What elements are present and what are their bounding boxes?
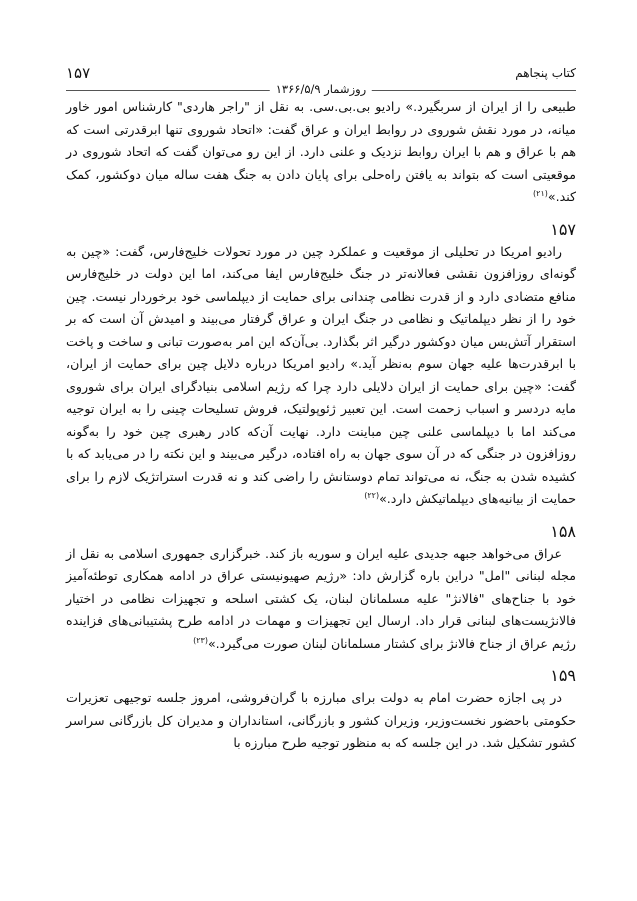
date-line: روزشمار ۱۳۶۶/۵/۹ [270, 82, 372, 96]
entry-number: ۱۵۹ [550, 666, 576, 685]
entry-paragraph [66, 687, 576, 755]
entry-number: ۱۵۷ [550, 219, 576, 239]
paragraph-text: در پی اجازه حضرت امام به دولت برای مبارزه با گران‌فروشی، امروز جلسه توجیهی تعزیرات حکومتی باحضور نخست‌وزیر، وزیران کشور و بازرگانی، استانداران و مدیران کل بازرگانی سراسر کشور تشکیل شد. در این جلسه که به منظور توجیه طرح مبارزه با [66, 690, 576, 750]
page-number: ۱۵۷ [66, 64, 91, 82]
footnote-ref: (۲۳) [193, 635, 208, 645]
paragraph-text: طبیعی را از ایران از سربگیرد.» رادیو بی.بی.سی. به نقل از "راجر هاردی" کارشناس امور خاور میانه، در مورد نقش شوروی در روابط ایران و عراق گفت: «اتحاد شوروی تنها ابرقدرتی است که هم با عراق و هم با ایران روابط نزدیک و علنی دارد. از این رو می‌توان گفت که اتحاد شوروی در موقعیتی است که بتواند به یافتن راه‌حلی برای پایان دادن به جنگ هفت ساله میان دوکشور، کمک کند.» [66, 99, 576, 204]
footnote-ref: (۲۲) [364, 490, 380, 500]
paragraph-text: رادیو امریکا در تحلیلی از موقعیت و عملکرد چین در مورد تحولات خلیج‌فارس، گفت: «چین به گونه‌ای روزافزون نقشی فعالانه‌تر در جنگ خلیج‌فارس ایفا می‌کند، اما این دولت در خلیج‌فارس منافع متضادی دارد و از قدرت نظامی چندانی برای حمایت از دیپلماسی خود برخوردار نیست. چین خود را از نظر دیپلماتیک و نظامی در جنگ ایران و عراق گرفتار می‌بیند و امیدش آن است که بر استقرار آتش‌بس میان دوکشور درگیر اثر بگذارد. بی‌آن‌که این امر به‌صورت تبانی و ساخت و پاخت با ابرقدرت‌ها علیه جهان سوم به‌نظر آید.» رادیو امریکا درباره دلایل چین برای حمایت از ایران، گفت: «چین برای حمایت از ایران دلایلی دارد چرا که رژیم اسلامی بنیادگرای ایران برای شوروی مایه دردسر و اسباب زحمت است. این تعبیر ژئوپولتیک، فروش تسلیحات چینی را به ایران توجیه می‌کند اما با دیپلماسی علنی چین مباینت دارد. نهایت آن‌که کادر رهبری چین خود را به‌گونه روزافزون در جنگی که در آن سوی جهان به راه افتاده، درگیر می‌بیند و این نکته را در می‌یابد که با کشیده شدن به جنگ، نه می‌تواند تمام دوستانش را راضی کند و نه قدرت استراتژیک لازم را برای حمایت از بیانیه‌های دیپلماتیکش دارد.» [66, 243, 576, 506]
book-title: کتاب پنجاهم [515, 66, 576, 80]
paragraph-continued [66, 96, 576, 209]
entry-paragraph [66, 241, 576, 511]
paragraph-text: عراق می‌خواهد جبهه جدیدی علیه ایران و سوریه باز کند. خبرگزاری جمهوری اسلامی به نقل از مجله لبنانی "امل" دراین باره گزارش داد: «رژیم صهیونیستی عراق در ادامه همکاری توطئه‌آمیز خود با جناح‌های "فالانژ" علیه مسلمانان لبنان، یک کشتی اسلحه و تجهیزات نظامی در اختیار فالانژیست‌های لبنانی قرار داد. ارسال این تجهیزات و مهمات در ادامه طرح پشتیبانی‌های فزاینده رژیم عراق از جناح فالانژ برای کشتار مسلمانان لبنان صورت می‌گیرد.» [66, 545, 576, 651]
book-page [66, 66, 576, 755]
footnote-ref: (۲۱) [533, 188, 548, 198]
entry-number: ۱۵۸ [550, 521, 576, 541]
running-header [66, 66, 576, 96]
entry-paragraph [66, 543, 576, 656]
